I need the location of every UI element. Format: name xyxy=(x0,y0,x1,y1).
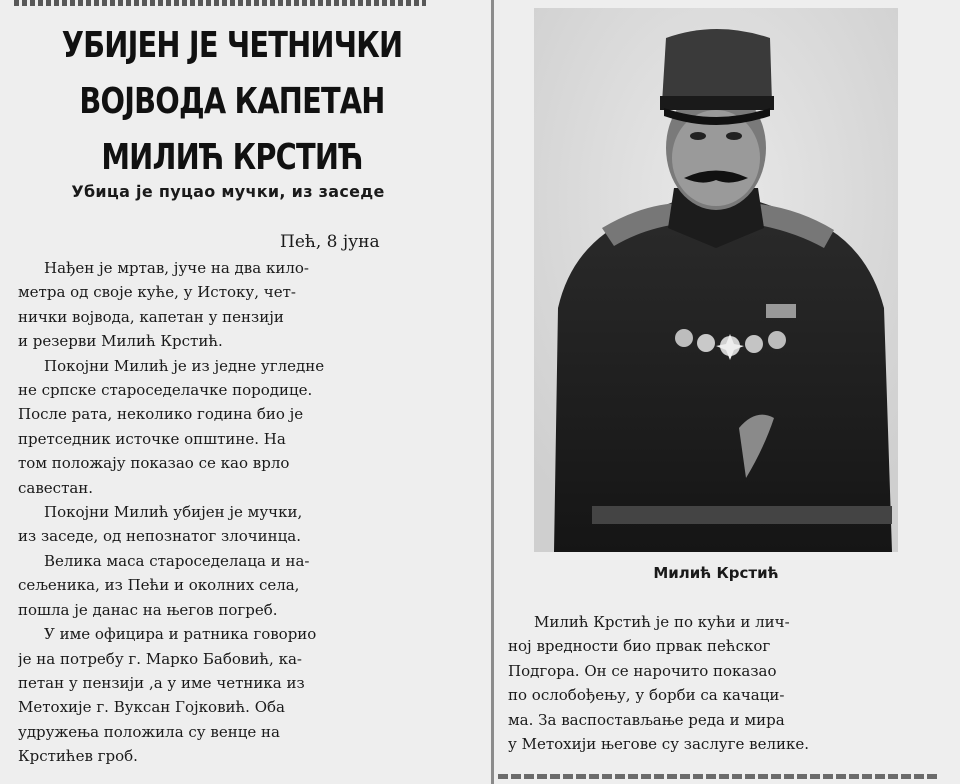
top-decorative-rule xyxy=(14,0,426,6)
officer-portrait-image xyxy=(534,8,898,552)
portrait-photo xyxy=(534,8,898,552)
dateline: Пећ, 8 јуна xyxy=(280,232,380,252)
body-line: Нађен је мртав, јуче на два кило- xyxy=(44,259,309,277)
photo-text-line: у Метохији његове су заслуге велике. xyxy=(508,735,810,754)
body-line: Крстићев гроб. xyxy=(18,747,138,766)
body-line: После рата, неколико година био је xyxy=(18,405,304,424)
photo-text-line: ма. За васпостављање реда и мира xyxy=(508,710,785,729)
headline-line: УБИЈЕН ЈЕ ЧЕТНИЧКИ xyxy=(61,25,403,66)
body-line: том положају показао се као врло xyxy=(18,454,290,473)
body-line: је на потребу г. Марко Бабовић, ка- xyxy=(18,649,302,668)
body-line: нички војвода, капетан у пензији xyxy=(18,307,284,326)
article-body xyxy=(18,256,448,769)
subheadline: Убица је пуцао мучки, из заседе xyxy=(71,182,385,201)
photo-text-line: ној вредности био првак пећског xyxy=(508,637,771,656)
body-line: претседник источке општине. На xyxy=(18,429,286,448)
headline-line: ВОЈВОДА КАПЕТАН xyxy=(79,81,385,122)
headline-line: МИЛИЋ КРСТИЋ xyxy=(101,137,363,178)
body-line: и резерви Милић Крстић. xyxy=(18,332,223,351)
body-line: Покојни Милић убијен је мучки, xyxy=(44,503,303,522)
photo-text-line: Милић Крстић је по кући и лич- xyxy=(534,613,790,631)
body-line: пошла је данас на његов погреб. xyxy=(18,600,278,619)
body-line: петан у пензији ,а у име четника из xyxy=(18,673,305,692)
body-line: сељеника, из Пећи и околних села, xyxy=(18,576,300,595)
photo-text-line: по ослобођењу, у борби са качаци- xyxy=(508,686,785,705)
photo-text-line: Подгора. Он се нарочито показао xyxy=(508,661,777,680)
body-line: из заседе, од непознатог злочинца. xyxy=(18,527,302,546)
body-line: савестан. xyxy=(18,478,94,497)
body-line: метра од своје куће, у Истоку, чет- xyxy=(18,283,296,302)
body-line: не српске староседелачке породице. xyxy=(18,381,313,400)
article-column xyxy=(12,10,452,186)
headline xyxy=(56,18,408,186)
body-line: Велика маса староседелаца и на- xyxy=(44,551,310,570)
body-line: Метохије г. Вуксан Гојковић. Оба xyxy=(18,698,285,717)
photo-caption: Милић Крстић xyxy=(653,564,779,582)
body-line: удружења положила су венце на xyxy=(18,722,280,741)
body-line: Покојни Милић је из једне угледне xyxy=(44,356,325,375)
column-divider xyxy=(491,0,494,784)
bottom-decorative-rule xyxy=(498,774,938,779)
photo-text xyxy=(508,610,936,756)
body-line: У име официра и ратника говорио xyxy=(44,625,317,644)
